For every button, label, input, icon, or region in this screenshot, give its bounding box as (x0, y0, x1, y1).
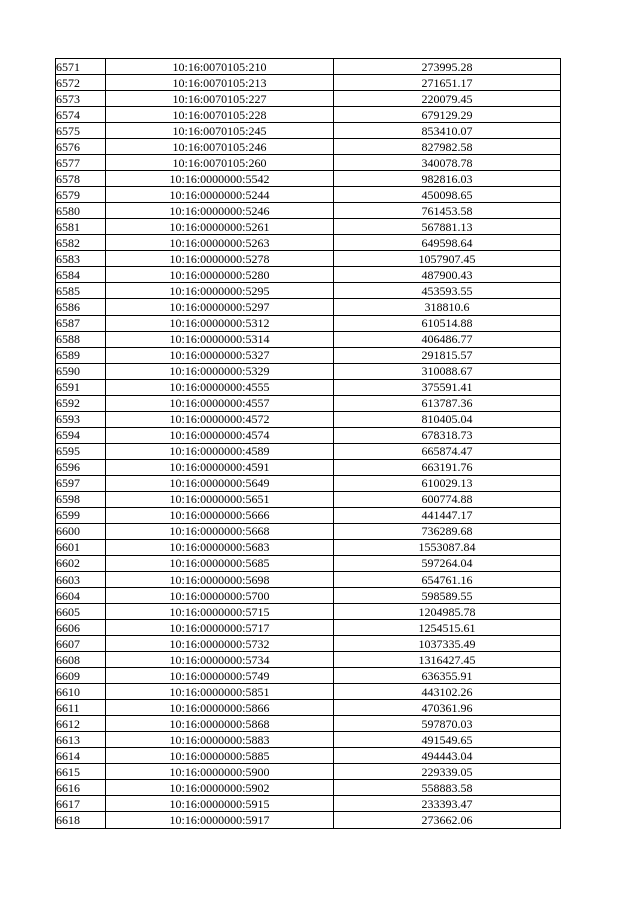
row-number-cell: 6599 (56, 507, 106, 523)
cadastral-number-cell: 10:16:0000000:5715 (106, 604, 334, 620)
cadastral-number-cell: 10:16:0000000:5261 (106, 219, 334, 235)
cadastral-number-cell: 10:16:0070105:245 (106, 123, 334, 139)
row-number-cell: 6615 (56, 764, 106, 780)
value-cell: 600774.88 (334, 491, 561, 507)
table-row (56, 75, 561, 91)
cadastral-number-cell: 10:16:0000000:5244 (106, 187, 334, 203)
value-cell: 761453.58 (334, 203, 561, 219)
row-number-cell: 6592 (56, 395, 106, 411)
value-cell: 567881.13 (334, 219, 561, 235)
row-number-cell: 6578 (56, 171, 106, 187)
table-row (56, 572, 561, 588)
cadastral-number-cell: 10:16:0000000:4557 (106, 395, 334, 411)
row-number-cell: 6607 (56, 636, 106, 652)
row-number-cell: 6618 (56, 812, 106, 828)
row-number-cell: 6574 (56, 107, 106, 123)
row-number-cell: 6600 (56, 523, 106, 539)
table-row (56, 443, 561, 459)
value-cell: 649598.64 (334, 235, 561, 251)
table-row (56, 395, 561, 411)
value-cell: 827982.58 (334, 139, 561, 155)
cadastral-number-cell: 10:16:0000000:5542 (106, 171, 334, 187)
cadastral-number-cell: 10:16:0000000:5683 (106, 539, 334, 555)
cadastral-number-cell: 10:16:0000000:5734 (106, 652, 334, 668)
cadastral-number-cell: 10:16:0000000:5868 (106, 716, 334, 732)
value-cell: 1204985.78 (334, 604, 561, 620)
cadastral-number-cell: 10:16:0000000:5917 (106, 812, 334, 828)
value-cell: 487900.43 (334, 267, 561, 283)
table-row (56, 491, 561, 507)
table-row (56, 764, 561, 780)
table-row (56, 507, 561, 523)
value-cell: 610029.13 (334, 475, 561, 491)
cadastral-number-cell: 10:16:0000000:5327 (106, 347, 334, 363)
table-row (56, 59, 561, 75)
cadastral-number-cell: 10:16:0000000:5295 (106, 283, 334, 299)
value-cell: 318810.6 (334, 299, 561, 315)
table-row (56, 652, 561, 668)
cadastral-number-cell: 10:16:0070105:213 (106, 75, 334, 91)
table-row (56, 187, 561, 203)
table-row (56, 331, 561, 347)
value-cell: 233393.47 (334, 796, 561, 812)
row-number-cell: 6612 (56, 716, 106, 732)
value-cell: 810405.04 (334, 411, 561, 427)
table-row (56, 379, 561, 395)
value-cell: 494443.04 (334, 748, 561, 764)
value-cell: 598589.55 (334, 588, 561, 604)
table-row (56, 748, 561, 764)
value-cell: 853410.07 (334, 123, 561, 139)
table-row (56, 475, 561, 491)
cadastral-number-cell: 10:16:0000000:5900 (106, 764, 334, 780)
row-number-cell: 6596 (56, 459, 106, 475)
table-row (56, 812, 561, 828)
row-number-cell: 6577 (56, 155, 106, 171)
cadastral-number-cell: 10:16:0000000:5915 (106, 796, 334, 812)
value-cell: 1254515.61 (334, 620, 561, 636)
table-row (56, 459, 561, 475)
value-cell: 443102.26 (334, 684, 561, 700)
cadastral-number-cell: 10:16:0000000:5698 (106, 572, 334, 588)
value-cell: 613787.36 (334, 395, 561, 411)
table-row (56, 123, 561, 139)
table-row (56, 203, 561, 219)
row-number-cell: 6605 (56, 604, 106, 620)
table-row (56, 347, 561, 363)
cadastral-number-cell: 10:16:0070105:260 (106, 155, 334, 171)
row-number-cell: 6591 (56, 379, 106, 395)
cadastral-number-cell: 10:16:0000000:5312 (106, 315, 334, 331)
cadastral-number-cell: 10:16:0000000:4572 (106, 411, 334, 427)
value-cell: 736289.68 (334, 523, 561, 539)
row-number-cell: 6608 (56, 652, 106, 668)
table-row (56, 555, 561, 571)
cadastral-number-cell: 10:16:0000000:5263 (106, 235, 334, 251)
row-number-cell: 6584 (56, 267, 106, 283)
row-number-cell: 6590 (56, 363, 106, 379)
cadastral-number-cell: 10:16:0000000:5866 (106, 700, 334, 716)
value-cell: 610514.88 (334, 315, 561, 331)
table-body (56, 59, 561, 829)
cadastral-number-cell: 10:16:0070105:228 (106, 107, 334, 123)
value-cell: 1037335.49 (334, 636, 561, 652)
cadastral-number-cell: 10:16:0000000:5883 (106, 732, 334, 748)
table-row (56, 363, 561, 379)
row-number-cell: 6580 (56, 203, 106, 219)
value-cell: 665874.47 (334, 443, 561, 459)
row-number-cell: 6586 (56, 299, 106, 315)
cadastral-number-cell: 10:16:0070105:210 (106, 59, 334, 75)
table-row (56, 796, 561, 812)
value-cell: 654761.16 (334, 572, 561, 588)
table-row (56, 411, 561, 427)
value-cell: 220079.45 (334, 91, 561, 107)
value-cell: 491549.65 (334, 732, 561, 748)
cadastral-number-cell: 10:16:0000000:5280 (106, 267, 334, 283)
cadastral-number-cell: 10:16:0000000:5851 (106, 684, 334, 700)
row-number-cell: 6617 (56, 796, 106, 812)
table-row (56, 251, 561, 267)
value-cell: 679129.29 (334, 107, 561, 123)
table-row (56, 267, 561, 283)
table-row (56, 315, 561, 331)
cadastral-number-cell: 10:16:0000000:5649 (106, 475, 334, 491)
row-number-cell: 6606 (56, 620, 106, 636)
value-cell: 470361.96 (334, 700, 561, 716)
row-number-cell: 6582 (56, 235, 106, 251)
value-cell: 273995.28 (334, 59, 561, 75)
row-number-cell: 6597 (56, 475, 106, 491)
cadastral-number-cell: 10:16:0000000:5732 (106, 636, 334, 652)
row-number-cell: 6583 (56, 251, 106, 267)
row-number-cell: 6576 (56, 139, 106, 155)
cadastral-number-cell: 10:16:0000000:5666 (106, 507, 334, 523)
table-row (56, 732, 561, 748)
value-cell: 982816.03 (334, 171, 561, 187)
table-row (56, 171, 561, 187)
cadastral-number-cell: 10:16:0070105:246 (106, 139, 334, 155)
value-cell: 340078.78 (334, 155, 561, 171)
value-cell: 636355.91 (334, 668, 561, 684)
cadastral-value-table (55, 58, 561, 829)
row-number-cell: 6611 (56, 700, 106, 716)
row-number-cell: 6573 (56, 91, 106, 107)
row-number-cell: 6601 (56, 539, 106, 555)
cadastral-number-cell: 10:16:0000000:5902 (106, 780, 334, 796)
cadastral-number-cell: 10:16:0000000:5885 (106, 748, 334, 764)
row-number-cell: 6571 (56, 59, 106, 75)
row-number-cell: 6595 (56, 443, 106, 459)
cadastral-number-cell: 10:16:0000000:5297 (106, 299, 334, 315)
cadastral-number-cell: 10:16:0000000:4555 (106, 379, 334, 395)
row-number-cell: 6588 (56, 331, 106, 347)
table-row (56, 780, 561, 796)
cadastral-number-cell: 10:16:0000000:5246 (106, 203, 334, 219)
row-number-cell: 6598 (56, 491, 106, 507)
table-row (56, 716, 561, 732)
table-row (56, 700, 561, 716)
table-row (56, 299, 561, 315)
row-number-cell: 6593 (56, 411, 106, 427)
cadastral-number-cell: 10:16:0000000:5278 (106, 251, 334, 267)
table-row (56, 668, 561, 684)
value-cell: 310088.67 (334, 363, 561, 379)
cadastral-number-cell: 10:16:0000000:5717 (106, 620, 334, 636)
table-row (56, 588, 561, 604)
value-cell: 597264.04 (334, 555, 561, 571)
value-cell: 375591.41 (334, 379, 561, 395)
value-cell: 597870.03 (334, 716, 561, 732)
value-cell: 1553087.84 (334, 539, 561, 555)
row-number-cell: 6572 (56, 75, 106, 91)
value-cell: 450098.65 (334, 187, 561, 203)
cadastral-number-cell: 10:16:0070105:227 (106, 91, 334, 107)
table-row (56, 684, 561, 700)
value-cell: 441447.17 (334, 507, 561, 523)
value-cell: 453593.55 (334, 283, 561, 299)
row-number-cell: 6604 (56, 588, 106, 604)
row-number-cell: 6616 (56, 780, 106, 796)
row-number-cell: 6587 (56, 315, 106, 331)
value-cell: 663191.76 (334, 459, 561, 475)
cadastral-number-cell: 10:16:0000000:5314 (106, 331, 334, 347)
table-row (56, 620, 561, 636)
value-cell: 1057907.45 (334, 251, 561, 267)
cadastral-number-cell: 10:16:0000000:5749 (106, 668, 334, 684)
cadastral-number-cell: 10:16:0000000:5668 (106, 523, 334, 539)
value-cell: 273662.06 (334, 812, 561, 828)
row-number-cell: 6614 (56, 748, 106, 764)
table-row (56, 139, 561, 155)
table-row (56, 107, 561, 123)
table-row (56, 155, 561, 171)
row-number-cell: 6579 (56, 187, 106, 203)
row-number-cell: 6589 (56, 347, 106, 363)
cadastral-number-cell: 10:16:0000000:5651 (106, 491, 334, 507)
row-number-cell: 6609 (56, 668, 106, 684)
value-cell: 229339.05 (334, 764, 561, 780)
row-number-cell: 6594 (56, 427, 106, 443)
cadastral-number-cell: 10:16:0000000:5700 (106, 588, 334, 604)
row-number-cell: 6581 (56, 219, 106, 235)
row-number-cell: 6602 (56, 555, 106, 571)
table-row (56, 539, 561, 555)
cadastral-number-cell: 10:16:0000000:4574 (106, 427, 334, 443)
row-number-cell: 6610 (56, 684, 106, 700)
row-number-cell: 6603 (56, 572, 106, 588)
table-row (56, 235, 561, 251)
value-cell: 558883.58 (334, 780, 561, 796)
cadastral-number-cell: 10:16:0000000:5685 (106, 555, 334, 571)
cadastral-number-cell: 10:16:0000000:4591 (106, 459, 334, 475)
cadastral-number-cell: 10:16:0000000:4589 (106, 443, 334, 459)
value-cell: 291815.57 (334, 347, 561, 363)
cadastral-number-cell: 10:16:0000000:5329 (106, 363, 334, 379)
table-row (56, 283, 561, 299)
value-cell: 406486.77 (334, 331, 561, 347)
table-row (56, 219, 561, 235)
table-row (56, 91, 561, 107)
table-row (56, 427, 561, 443)
table-row (56, 523, 561, 539)
row-number-cell: 6575 (56, 123, 106, 139)
value-cell: 1316427.45 (334, 652, 561, 668)
table-row (56, 604, 561, 620)
row-number-cell: 6613 (56, 732, 106, 748)
value-cell: 678318.73 (334, 427, 561, 443)
table-row (56, 636, 561, 652)
value-cell: 271651.17 (334, 75, 561, 91)
row-number-cell: 6585 (56, 283, 106, 299)
